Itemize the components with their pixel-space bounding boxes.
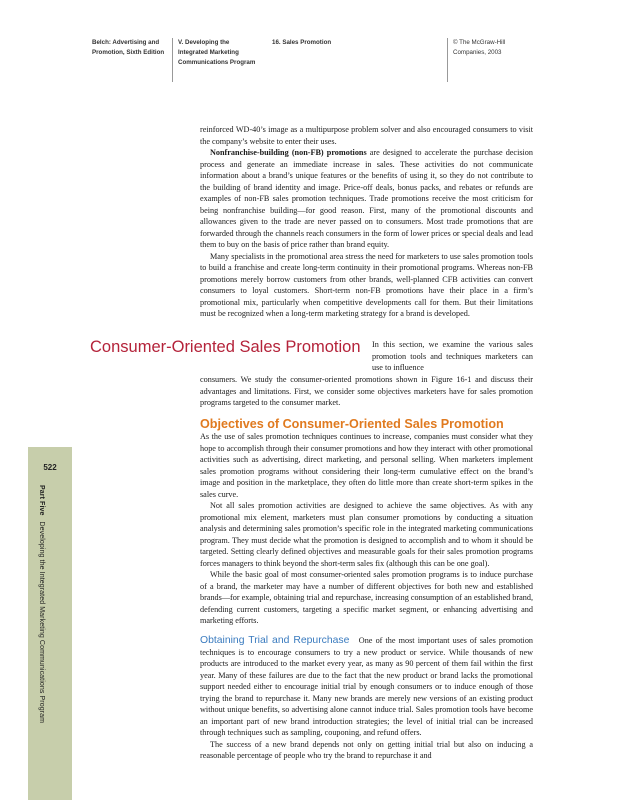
header-book-line: Belch: Advertising and xyxy=(92,39,160,46)
trial-paragraph xyxy=(200,635,533,739)
header-copyright-line: Companies, 2003 xyxy=(453,49,502,56)
header-copyright-line: © The McGraw-Hill xyxy=(453,39,506,46)
nonfranchise-paragraph xyxy=(200,147,533,251)
header-chapter-cell xyxy=(267,38,447,82)
running-header xyxy=(87,38,533,82)
part-title: Developing the Integrated Marketing Communications Program xyxy=(38,521,45,724)
intro-block xyxy=(200,124,533,320)
objectives-paragraph: While the basic goal of most consumer-oriented sales promotion programs is to induce purchase of a brand, the marketer may have a number of different objectives for both new and established brands—for example, obtaining trial and repurchase, increasing consumption of an established brand, defending current customers, targeting a specific market segment, or enhancing advertising and marketing efforts. xyxy=(200,570,533,625)
objectives-heading: Objectives of Consumer-Oriented Sales Promotion xyxy=(200,417,504,431)
objectives-paragraph: Not all sales promotion activities are designed to achieve the same objectives. As with any promotional mix element, marketers must plan consumer promotions by conducting a situation analysis and determining sales promotion’s specific role in the integrated marketing communications program. They must decide what the promotion is designed to accomplish and to whom it should be targeted. Setting clearly defined objectives and measurable goals for their sales promotion programs forces managers to think beyond the short-term sales fix (although this can be one goal). xyxy=(200,501,533,568)
page-number: 522 xyxy=(43,463,57,472)
header-book-line: Promotion, Sixth Edition xyxy=(92,49,165,56)
header-part-line: Integrated Marketing xyxy=(178,49,239,56)
header-part-line: V. Developing the xyxy=(178,39,230,46)
part-sidebar xyxy=(28,447,72,800)
header-part-line: Communications Program xyxy=(178,59,256,66)
header-chapter: 16. Sales Promotion xyxy=(272,39,332,46)
intro-paragraph: reinforced WD-40’s image as a multipurpose problem solver and also encouraged consumers to visit the company’s website to enter their uses. xyxy=(200,125,533,146)
section-heading: Consumer-Oriented Sales Promotion xyxy=(90,338,361,356)
trial-block xyxy=(200,635,533,762)
objectives-paragraph: As the use of sales promotion techniques continues to increase, companies must consider what they hope to accomplish through their consumer promotions and how they interact with other promotional activities such as advertising, direct marketing, and personal selling. When marketers implement sales promotion programs without considering their long-term cumulative effect on the brand’s image and position in the marketplace, they often do little more than create short-term spikes in the sales curve. xyxy=(200,432,533,499)
header-book-cell xyxy=(87,38,172,82)
section-aside xyxy=(372,339,533,374)
trial-heading: Obtaining Trial and Repurchase xyxy=(200,635,350,646)
part-label xyxy=(38,485,45,723)
part-number: Part Five xyxy=(38,485,45,516)
term-nonfranchise: Nonfranchise-building (non-FB) promotions xyxy=(210,148,367,157)
intro-paragraph: Many specialists in the promotional area stress the need for marketers to use sales promotion tools to build a franchise and create long-term continuity in their promotional programs. Whereas non-FB promotions merely borrow customers from other brands, well-planned CFB activities can convert consumers to loyal customers. Short-term non-FB promotions have their place in a firm’s promotional mix, particularly when competitive developments call for them. But their limitations must be recognized when a long-term marketing strategy for a brand is developed. xyxy=(200,251,533,318)
header-part-cell xyxy=(172,38,267,82)
objectives-block xyxy=(200,417,533,627)
trial-text: One of the most important uses of sales promotion techniques is to encourage consumers to try a new product or service. While thousands of new products are introduced to the market every year, as many as 90 percent of them fail within the first year. Many of these failures are due to the fact that the new product or brand lacks the promotional support needed either to encourage initial trial by enough consumers or to induce enough of those trying the brand to repurchase it. Many new brands are merely new versions of an existing product without unique benefits, so advertising alone cannot induce trial. Sales promotion tools have become an important part of new brand introduction strategies; the level of initial trial can be increased through techniques such as sampling, couponing, and refund offers. xyxy=(200,636,534,737)
section-aside-text: In this section, we examine the various sales promotion tools and techniques marketers can use to influence xyxy=(372,340,533,372)
header-copyright-cell xyxy=(447,38,533,82)
nonfranchise-text: are designed to accelerate the purchase decision process and generate an immediate increase in sales. These activities do not communicate information about a brand’s unique features or the benefits of using it, so they do not contribute to the building of brand identity and image. Price-off deals, bonus packs, and rebates or refunds are examples of non-FB sales promotion techniques. Trade promotions receive the most criticism for being nonfranchise building—for good reason. First, many of the promotional discounts and allowances given to the trade are never passed on to consumers. Most trade promotions that are forwarded through the channels reach consumers in the form of lower prices or special deals and lead them to buy on the basis of price rather than brand equity. xyxy=(200,148,533,249)
trial-paragraph: The success of a new brand depends not only on getting initial trial but also on inducing a reasonable percentage of people who try the brand to repurchase it and xyxy=(200,739,533,760)
section-continuation xyxy=(200,374,533,409)
section-continuation-text: consumers. We study the consumer-oriented promotions shown in Figure 16-1 and discuss their advantages and limitations. First, we consider some objectives marketers have for sales promotion programs targeted to the consumer market. xyxy=(200,375,533,407)
